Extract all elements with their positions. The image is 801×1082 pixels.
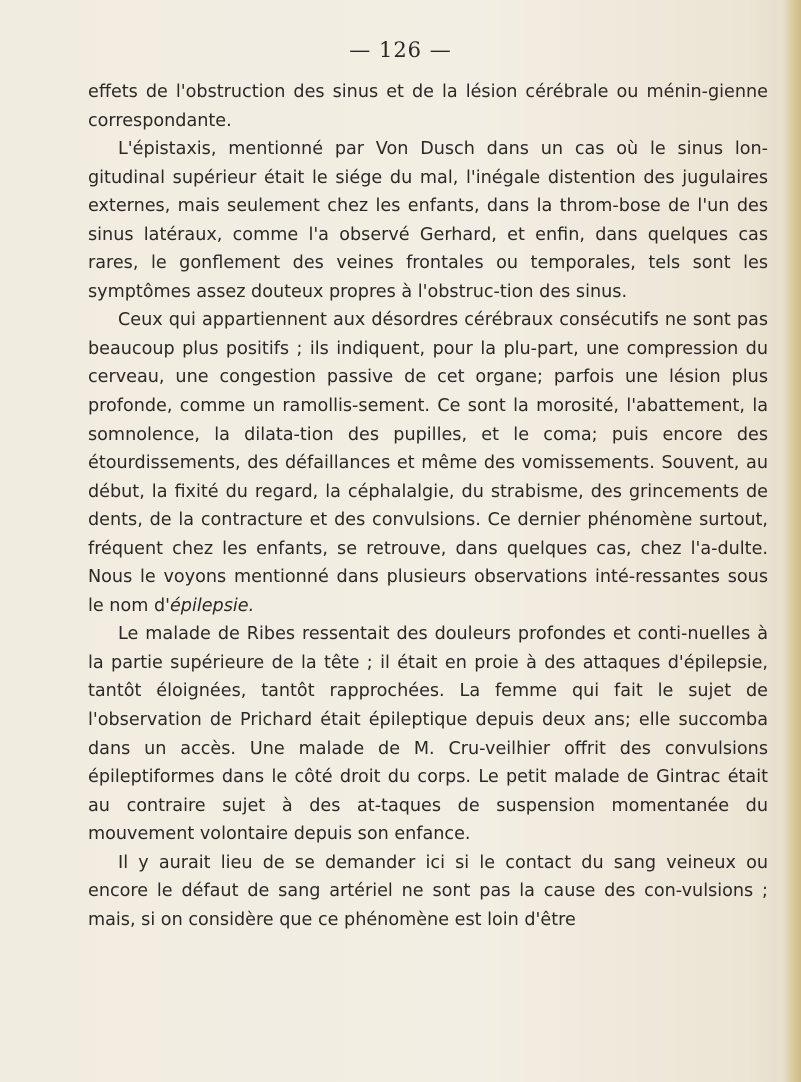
paragraph-3	[88, 306, 768, 620]
paragraph-2-text: L'épistaxis, mentionné par Von Dusch dans un cas où le sinus lon-gitudinal supérieur était le siége du mal, l'inégale distention des jugulaires externes, mais seulement chez les enfants, dans la throm-bose de l'un des sinus latéraux, comme l'a observé Gerhard, et enfin, dans quelques cas rares, le gonflement des veines frontales ou temporales, tels sont les symptômes assez douteux propres à l'obstruc-tion des sinus.	[88, 139, 768, 302]
paragraph-3-italic-term: épilepsie.	[169, 595, 255, 616]
paragraph-3-text: Ceux qui appartiennent aux désordres cérébraux consécutifs ne sont pas beaucoup plus positifs ; ils indiquent, pour la plu-part, une compression du cerveau, une congestion passive de cet organe; parfois une lésion plus profonde, comme un ramollis-sement. Ce sont la morosité, l'abattement, la somnolence, la dilata-tion des pupilles, et le coma; puis encore des étourdissements, des défaillances et même des vomissements. Souvent, au début, la fixité du regard, la céphalalgie, du strabisme, des grincements de dents, de la contracture et des convulsions. Ce dernier phénomène surtout, fréquent chez les enfants, se retrouve, dans quelques cas, chez l'a-dulte. Nous le voyons mentionné dans plusieurs observations inté-ressantes sous le nom d'	[88, 310, 768, 616]
page-edge-shadow	[783, 0, 801, 1082]
page-number: — 126 —	[349, 38, 452, 62]
body-text	[88, 78, 768, 934]
paragraph-1	[88, 78, 768, 135]
paragraph-4	[88, 620, 768, 848]
paragraph-5	[88, 849, 768, 935]
paragraph-5-text: Il y aurait lieu de se demander ici si le contact du sang veineux ou encore le défaut de sang artériel ne sont pas la cause des con-vulsions ; mais, si on considère que ce phénomène est loin d'être	[88, 852, 768, 930]
paragraph-1-text: effets de l'obstruction des sinus et de la lésion cérébrale ou ménin-gienne correspondante.	[88, 82, 768, 131]
paragraph-2	[88, 135, 768, 306]
paragraph-4-text: Le malade de Ribes ressentait des douleurs profondes et conti-nuelles à la partie supérieure de la tête ; il était en proie à des attaques d'épilepsie, tantôt éloignées, tantôt rapprochées. La femme qui fait le sujet de l'observation de Prichard était épileptique depuis deux ans; elle succomba dans un accès. Une malade de M. Cru-veilhier offrit des convulsions épileptiformes dans le côté droit du corps. Le petit malade de Gintrac était au contraire sujet à des at-taques de suspension momentanée du mouvement volontaire depuis son enfance.	[88, 624, 768, 845]
